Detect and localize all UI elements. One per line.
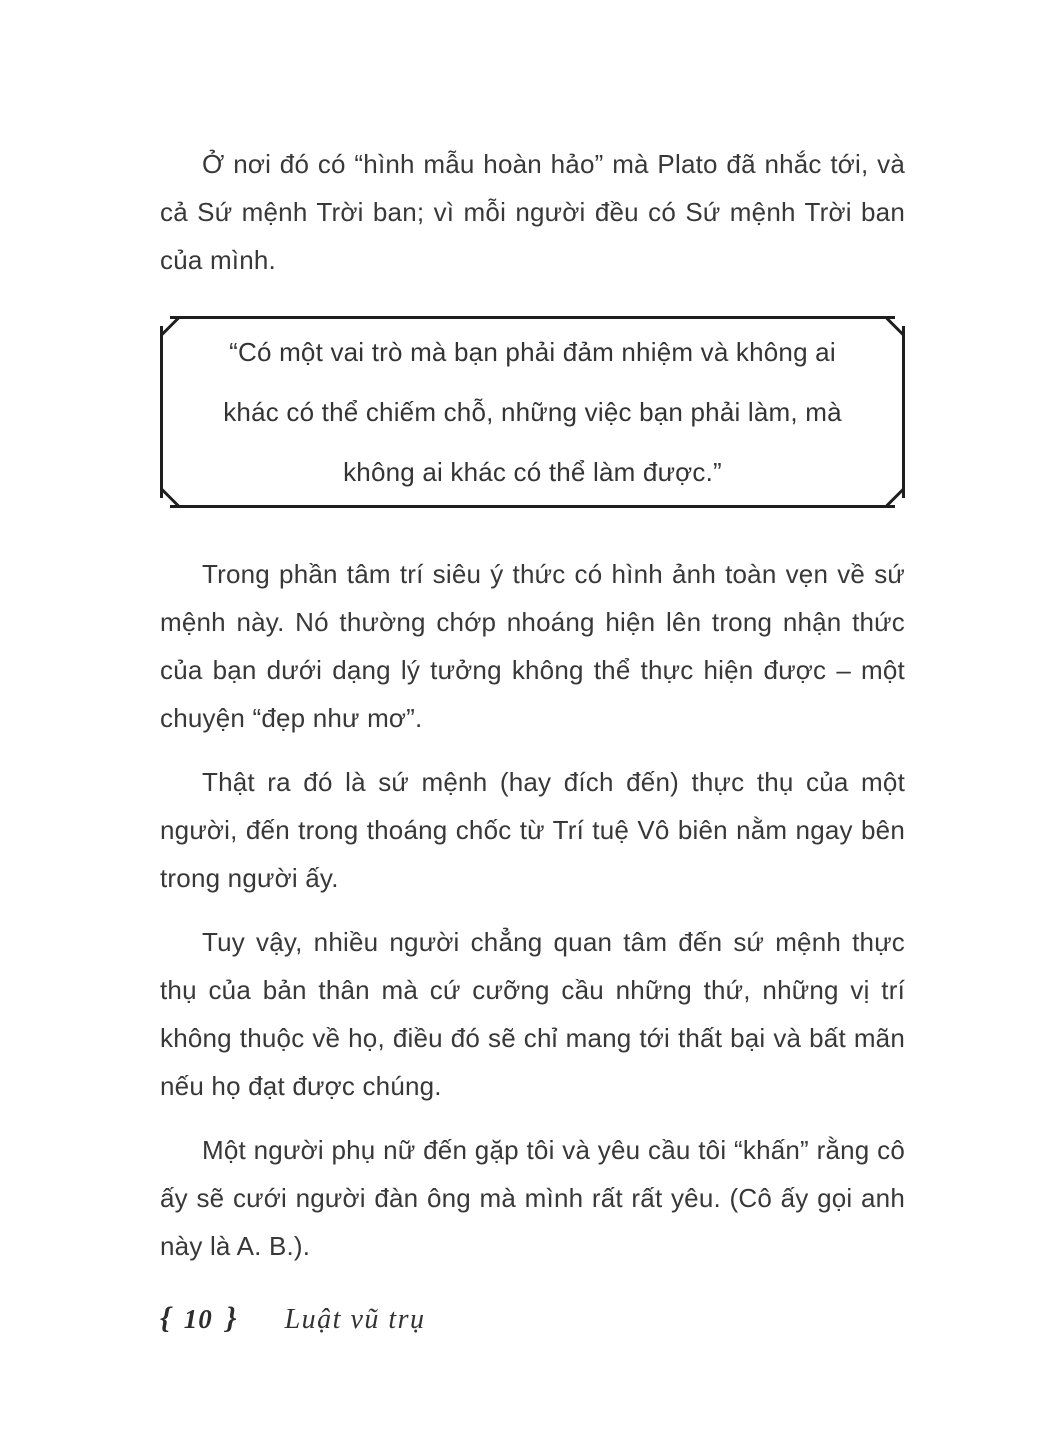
quote-box	[160, 316, 905, 508]
paragraph-true-destination: Thật ra đó là sứ mệnh (hay đích đến) thực thụ của một người, đến trong thoáng chốc từ Trí tuệ Vô biên nằm ngay bên trong người ấy.	[160, 767, 905, 893]
page-number: 10	[183, 1304, 213, 1334]
page-footer	[160, 1300, 905, 1336]
paragraph-superconscious: Trong phần tâm trí siêu ý thức có hình ảnh toàn vẹn về sứ mệnh này. Nó thường chớp nhoáng hiện lên trong nhận thức của bạn dưới dạng lý tưởng không thể thực hiện được – một chuyện “đẹp như mơ”.	[160, 559, 905, 733]
footer-brace-left: {	[160, 1300, 171, 1335]
footer-brace-right: }	[225, 1300, 237, 1335]
book-title: Luật vũ trụ	[284, 1304, 426, 1335]
quote-line-3: không ai khác có thể làm được.”	[343, 457, 722, 487]
quote-line-2: khác có thể chiếm chỗ, những việc bạn phải làm, mà	[223, 397, 842, 427]
page-number-group	[160, 1300, 237, 1336]
paragraph-plato: Ở nơi đó có “hình mẫu hoàn hảo” mà Plato đã nhắc tới, và cả Sứ mệnh Trời ban; vì mỗi người đều có Sứ mệnh Trời ban của mình.	[160, 149, 905, 275]
quote-text	[160, 316, 905, 508]
paragraph-woman-request: Một người phụ nữ đến gặp tôi và yêu cầu tôi “khấn” rằng cô ấy sẽ cưới người đàn ông mà mình rất rất yêu. (Cô ấy gọi anh này là A. B.).	[160, 1135, 905, 1261]
paragraph-wrong-pursuits: Tuy vậy, nhiều người chẳng quan tâm đến sứ mệnh thực thụ của bản thân mà cứ cưỡng cầu những thứ, những vị trí không thuộc về họ, điều đó sẽ chỉ mang tới thất bại và bất mãn nếu họ đạt được chúng.	[160, 927, 905, 1101]
quote-line-1: “Có một vai trò mà bạn phải đảm nhiệm và không ai	[229, 337, 836, 367]
